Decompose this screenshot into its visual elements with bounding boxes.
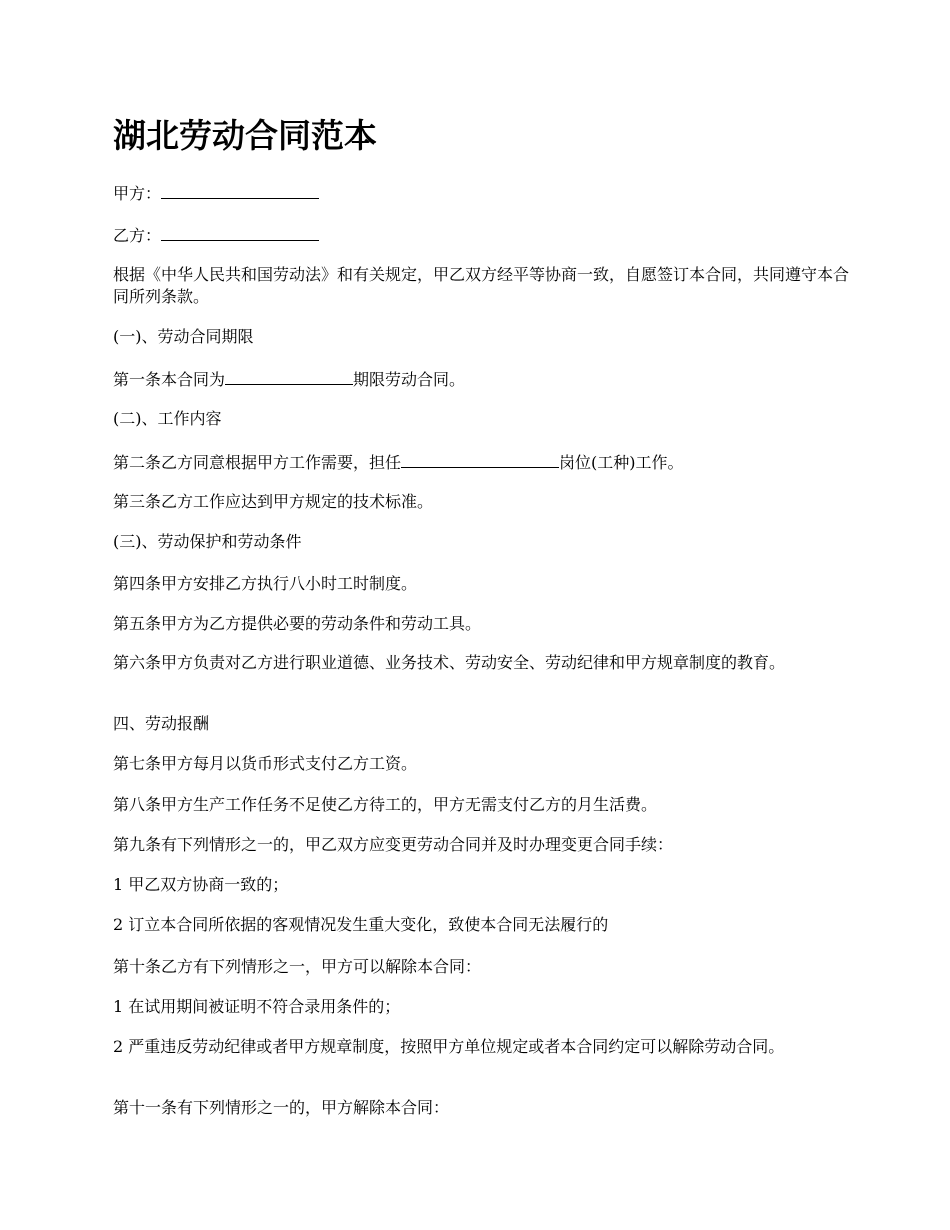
section-heading-protection: (三)、劳动保护和劳动条件	[113, 532, 302, 551]
article-5: 第五条甲方为乙方提供必要的劳动条件和劳动工具。	[113, 614, 482, 633]
article-1-suffix: 期限劳动合同。	[353, 370, 466, 389]
article-10-item-1: 1 在试用期间被证明不符合录用条件的；	[113, 997, 401, 1016]
article-2	[113, 450, 853, 474]
article-11: 第十一条有下列情形之一的，甲方解除本合同：	[113, 1098, 450, 1117]
article-2-prefix: 第二条乙方同意根据甲方工作需要，担任	[113, 453, 402, 472]
party-a-label: 甲方：	[113, 184, 162, 203]
article-6: 第六条甲方负责对乙方进行职业道德、业务技术、劳动安全、劳动纪律和甲方规章制度的教育。	[113, 653, 786, 672]
document-title: 湖北劳动合同范本	[113, 116, 377, 155]
section-heading-term: (一)、劳动合同期限	[113, 327, 254, 346]
intro-paragraph: 根据《中华人民共和国劳动法》和有关规定，甲乙双方经平等协商一致，自愿签订本合同，共同遵守本合同所列条款。	[113, 265, 850, 306]
article-8: 第八条甲方生产工作任务不足使乙方待工的，甲方无需支付乙方的月生活费。	[113, 795, 658, 814]
article-9-item-2: 2 订立本合同所依据的客观情况发生重大变化，致使本合同无法履行的	[113, 915, 609, 934]
party-a-line	[113, 181, 853, 205]
position-blank[interactable]	[401, 450, 559, 468]
section-heading-pay: 四、劳动报酬	[113, 714, 210, 733]
article-2-suffix: 岗位(工种)工作。	[559, 453, 684, 472]
article-1	[113, 367, 853, 391]
party-b-line	[113, 223, 853, 247]
party-a-blank[interactable]	[161, 181, 319, 199]
article-3: 第三条乙方工作应达到甲方规定的技术标准。	[113, 492, 434, 511]
article-10-item-2: 2 严重违反劳动纪律或者甲方规章制度，按照甲方单位规定或者本合同约定可以解除劳动合同。	[113, 1037, 785, 1056]
contract-term-blank[interactable]	[225, 367, 353, 385]
article-10: 第十条乙方有下列情形之一，甲方可以解除本合同：	[113, 957, 482, 976]
article-4: 第四条甲方安排乙方执行八小时工时制度。	[113, 574, 418, 593]
section-heading-work: (二)、工作内容	[113, 409, 222, 428]
article-7: 第七条甲方每月以货币形式支付乙方工资。	[113, 754, 418, 773]
article-1-prefix: 第一条本合同为	[113, 370, 226, 389]
article-9: 第九条有下列情形之一的，甲乙双方应变更劳动合同并及时办理变更合同手续：	[113, 835, 674, 854]
party-b-blank[interactable]	[161, 223, 319, 241]
article-9-item-1: 1 甲乙双方协商一致的；	[113, 875, 289, 894]
party-b-label: 乙方：	[113, 226, 162, 245]
